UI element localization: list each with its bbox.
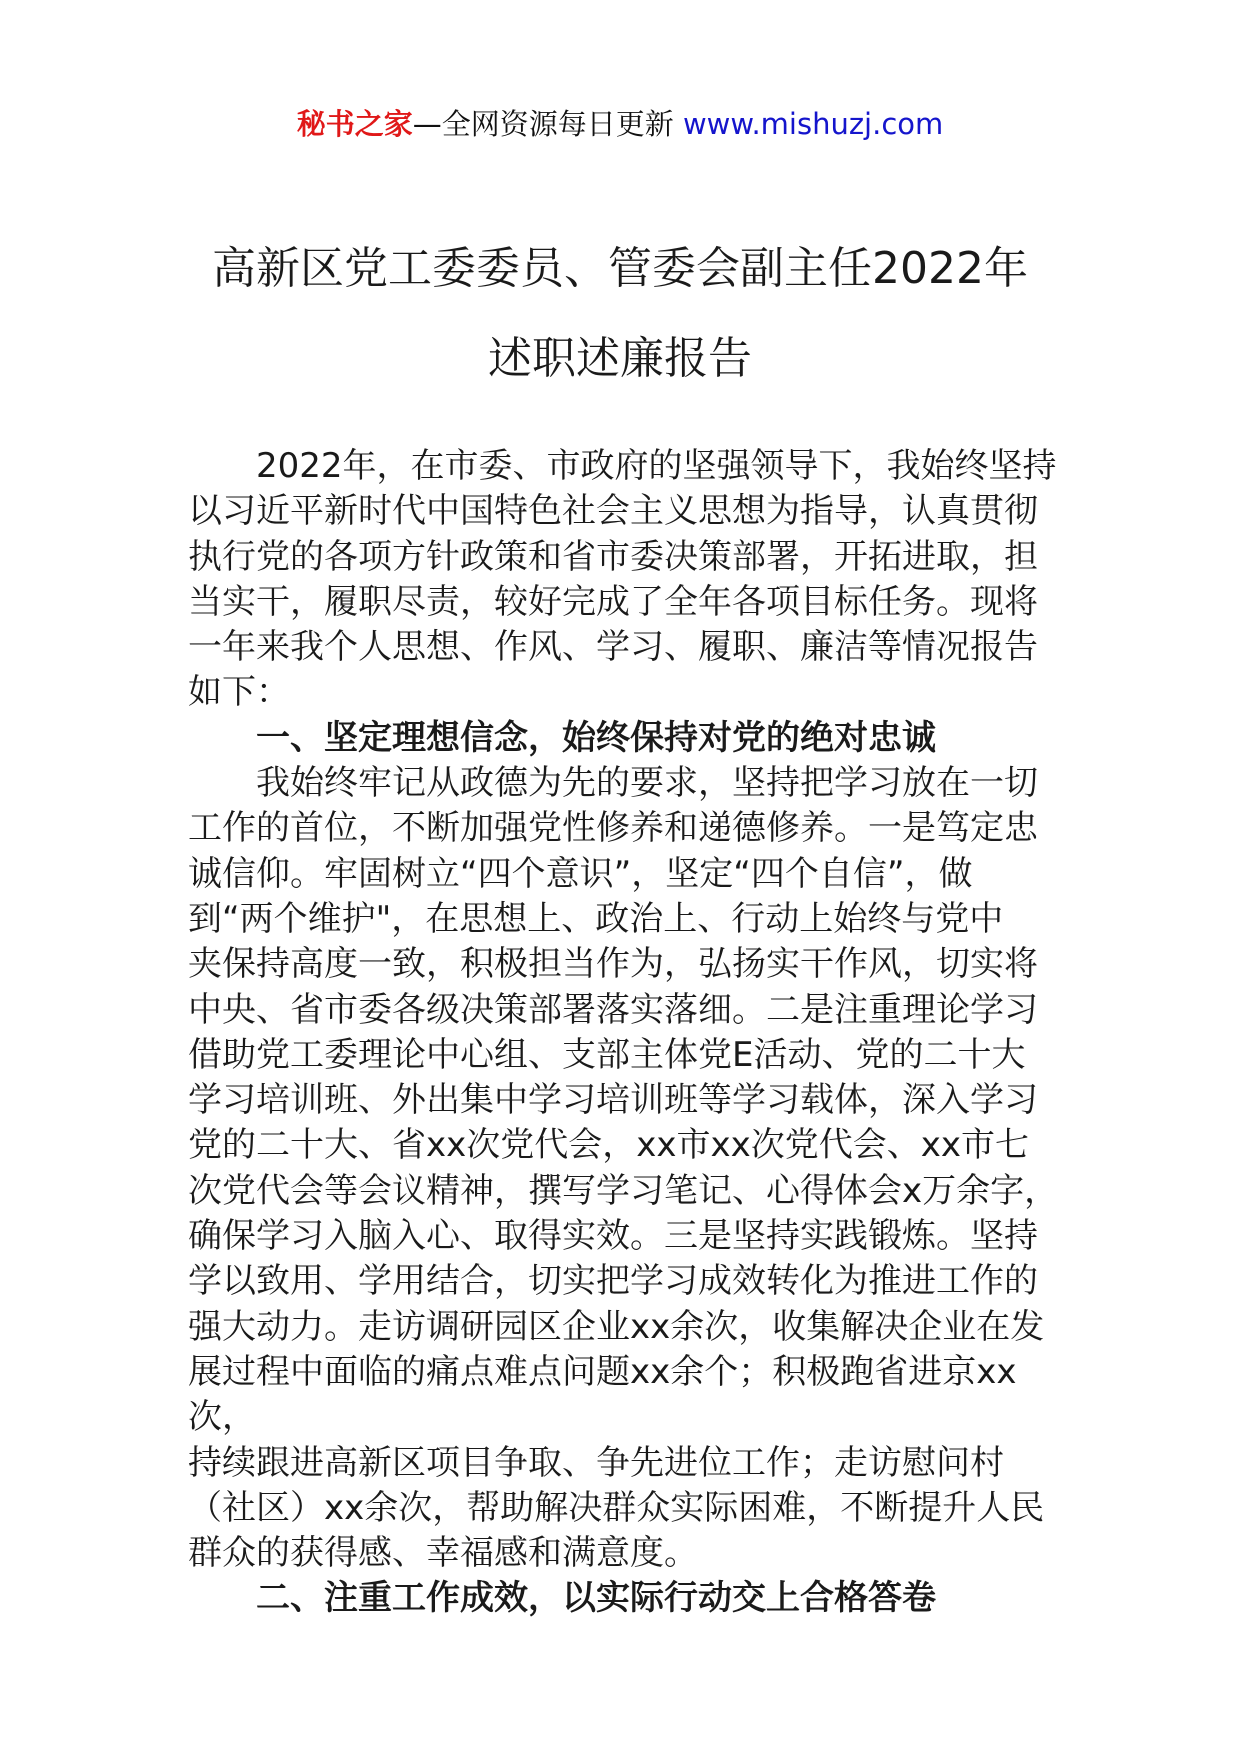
watermark-brand: 秘书之家 bbox=[296, 107, 413, 141]
document-title-line-2: 述职述廉报告 bbox=[488, 333, 752, 384]
body-line: 当实干，履职尽责，较好完成了全年各项目标任务。现将 bbox=[188, 581, 1038, 622]
body-line: 学习培训班、外出集中学习培训班等学习载体，深入学习 bbox=[188, 1080, 1038, 1121]
body-line: 确保学习入脑入心、取得实效。三是坚持实践锻炼。坚持 bbox=[188, 1216, 1038, 1257]
body-line: 次党代会等会议精神，撰写学习笔记、心得体会x万余字， bbox=[188, 1170, 1059, 1211]
section-heading: 一、坚定理想信念，始终保持对党的绝对忠诚 bbox=[256, 717, 936, 758]
body-line: 工作的首位，不断加强党性修养和递德修养。一是笃定忠 bbox=[188, 808, 1038, 849]
body-line: 执行党的各项方针政策和省市委决策部署，开拓进取，担 bbox=[188, 536, 1038, 577]
body-line: 群众的获得感、幸福感和满意度。 bbox=[188, 1533, 698, 1574]
body-line: 借助党工委理论中心组、支部主体党E活动、党的二十大 bbox=[188, 1034, 1026, 1075]
body-line: 如下： bbox=[188, 672, 290, 713]
body-line: 持续跟进高新区项目争取、争先进位工作；走访慰问村 bbox=[188, 1442, 1004, 1483]
document-title-line-1: 高新区党工委委员、管委会副主任2022年 bbox=[212, 243, 1028, 294]
watermark-url[interactable]: www.mishuzj.com bbox=[682, 107, 944, 141]
body-line: 学以致用、学用结合，切实把学习成效转化为推进工作的 bbox=[188, 1261, 1038, 1302]
document-body bbox=[188, 444, 1068, 1622]
watermark-slogan: —全网资源每日更新 bbox=[412, 107, 674, 141]
body-line: 夹保持高度一致，积极担当作为，弘扬实干作风，切实将 bbox=[188, 944, 1038, 985]
body-line: 党的二十大、省xx次党代会，xx市xx次党代会、xx市七 bbox=[188, 1125, 1029, 1166]
section-heading: 二、注重工作成效，以实际行动交上合格答卷 bbox=[256, 1578, 936, 1619]
body-line: 我始终牢记从政德为先的要求，坚持把学习放在一切 bbox=[256, 763, 1038, 804]
body-line: 中央、省市委各级决策部署落实落细。二是注重理论学习 bbox=[188, 989, 1038, 1030]
body-line: 诚信仰。牢固树立“四个意识”，坚定“四个自信”，做 bbox=[188, 853, 973, 894]
body-line: 到“两个维护"，在思想上、政治上、行动上始终与党中 bbox=[188, 898, 1004, 939]
body-line: 展过程中面临的痛点难点问题xx余个；积极跑省进京xx次， bbox=[188, 1351, 1017, 1438]
body-line: 以习近平新时代中国特色社会主义思想为指导，认真贯彻 bbox=[188, 491, 1038, 532]
body-line: 强大动力。走访调研园区企业xx余次，收集解决企业在发 bbox=[188, 1306, 1045, 1347]
watermark-banner bbox=[0, 104, 1240, 144]
body-line: 2022年，在市委、市政府的坚强领导下，我始终坚持 bbox=[256, 446, 1057, 486]
body-line: （社区）xx余次，帮助解决群众实际困难，不断提升人民 bbox=[188, 1487, 1045, 1528]
body-line: 一年来我个人思想、作风、学习、履职、廉洁等情况报告 bbox=[188, 627, 1038, 668]
